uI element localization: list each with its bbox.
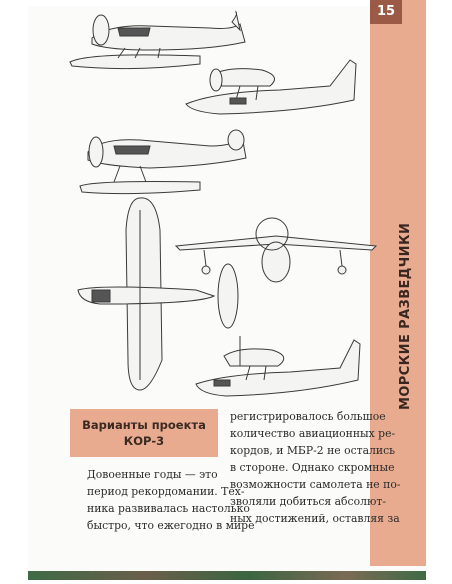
- figure-caption: [70, 409, 218, 457]
- text-line: возможности самолета не по-: [230, 478, 401, 491]
- text-line: зволяли добиться абсолют-: [230, 495, 386, 508]
- text-line: в стороне. Однако скромные: [230, 461, 395, 474]
- text-line: количество авиационных ре-: [230, 427, 396, 440]
- text-line: ника развивалась настолько: [87, 502, 250, 515]
- text-line: период рекордомании. Тех-: [87, 485, 245, 498]
- text-line: регистрировалось большое: [230, 410, 386, 423]
- aircraft-drawing-3: [80, 130, 246, 194]
- bottom-decorative-bar: [28, 571, 426, 580]
- text-line: быстро, что ежегодно в мире: [87, 519, 255, 532]
- aircraft-drawing-2: [186, 60, 356, 114]
- text-line: кордов, и МБР-2 не остались: [230, 444, 396, 457]
- text-line: Довоенные годы — это: [87, 468, 218, 481]
- aircraft-drawing-1: [70, 12, 245, 69]
- section-title: МОРСКИЕ РАЗВЕДЧИКИ: [398, 222, 413, 410]
- aircraft-drawing-4: [78, 198, 238, 390]
- right-text-column: [230, 408, 400, 527]
- caption-line-2: КОР-3: [123, 434, 165, 448]
- aircraft-drawing-5: [176, 218, 376, 282]
- page-number: 15: [370, 0, 402, 24]
- text-line: ных достижений, оставляя за: [230, 512, 400, 525]
- caption-line-1: Варианты проекта: [82, 418, 206, 432]
- aircraft-drawing-6: [196, 336, 360, 396]
